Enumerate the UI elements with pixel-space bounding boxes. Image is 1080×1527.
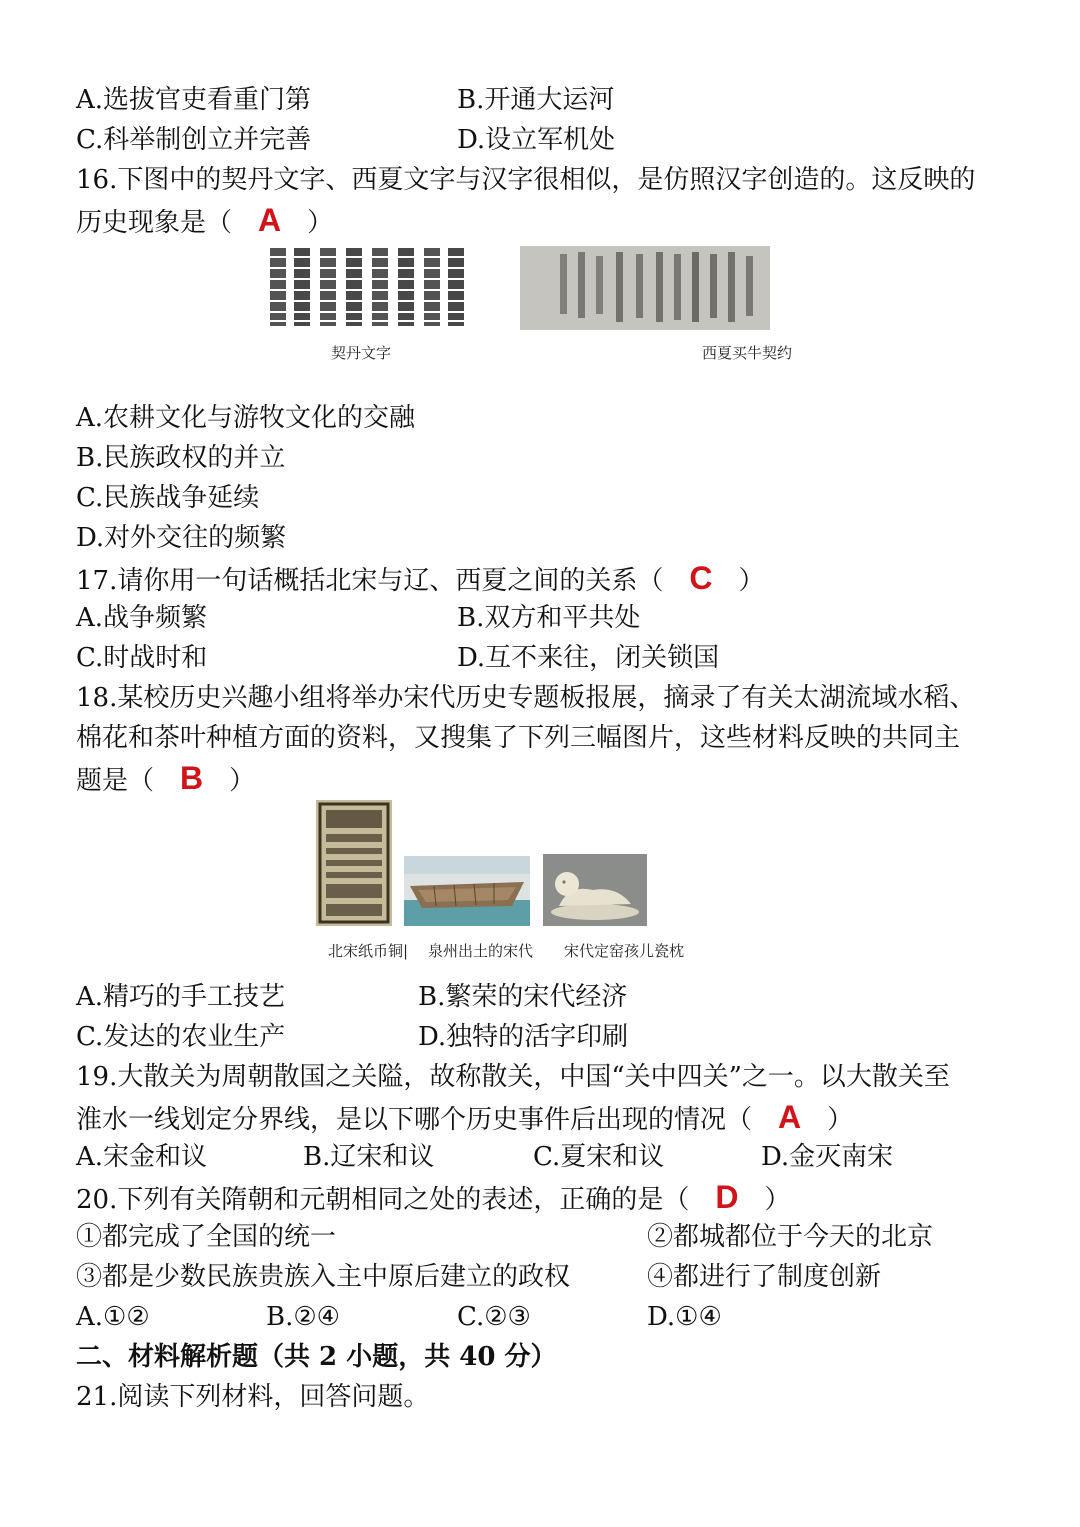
quanzhou-song-ship-image (404, 856, 530, 926)
q20-option-b: B.②④ (266, 1302, 340, 1332)
q18-option-d: D.独特的活字印刷 (418, 1022, 629, 1052)
q19-stem-line1: 19.大散关为周朝散国之关隘，故称散关，中国“关中四关”之一。以大散关至 (76, 1062, 950, 1092)
q20-statement-1: ①都完成了全国的统一 (76, 1222, 337, 1252)
q20-stem (76, 1177, 790, 1220)
q20-statement-4: ④都进行了制度创新 (647, 1262, 882, 1292)
q16-answer: A (258, 202, 282, 238)
q16-option-a: A.农耕文化与游牧文化的交融 (76, 403, 416, 433)
q16-stem-close: ） (307, 208, 334, 238)
q18-stem-text: 题是（ (76, 766, 155, 796)
q19-option-a: A.宋金和议 (76, 1142, 208, 1172)
q20-statement-2: ②都城都位于今天的北京 (647, 1222, 934, 1252)
q16-option-b: B.民族政权的并立 (76, 443, 286, 473)
song-paper-money-plate-image (316, 800, 392, 926)
q18-answer: B (180, 760, 204, 796)
q19-stem-close: ） (827, 1105, 854, 1135)
song-ship-caption: 泉州出土的宋代 (428, 942, 534, 960)
q18-option-a: A.精巧的手工技艺 (76, 982, 286, 1012)
q17-option-b: B.双方和平共处 (457, 603, 641, 633)
q17-option-c: C.时战时和 (76, 643, 208, 673)
xixia-contract-image (520, 246, 770, 330)
q20-option-c: C.②③ (457, 1302, 531, 1332)
q15-option-d: D.设立军机处 (457, 125, 616, 155)
q17-answer: C (689, 560, 713, 596)
khitan-script-caption: 契丹文字 (331, 344, 392, 362)
q17-option-a: A.战争频繁 (76, 603, 208, 633)
child-pillow-caption: 宋代定窑孩儿瓷枕 (564, 942, 685, 960)
q16-stem-text: 历史现象是（ (76, 208, 233, 238)
q15-option-c: C.科举制创立并完善 (76, 125, 312, 155)
q17-stem (76, 558, 764, 601)
q15-option-b: B.开通大运河 (457, 85, 615, 115)
q16-stem-line2 (76, 200, 333, 243)
q17-stem-text: 17.请你用一句话概括北宋与辽、西夏之间的关系（ (76, 566, 664, 596)
q15-option-a: A.选拔官吏看重门第 (76, 85, 312, 115)
q20-option-a: A.①② (76, 1302, 150, 1332)
q17-stem-close: ） (738, 566, 765, 596)
q17-option-d: D.互不来往，闭关锁国 (457, 643, 720, 673)
xixia-contract-caption: 西夏买牛契约 (702, 344, 793, 362)
ding-kiln-child-pillow-image (543, 854, 647, 926)
q18-stem-line3 (76, 758, 255, 801)
q19-stem-text: 淮水一线划定分界线，是以下哪个历史事件后出现的情况（ (76, 1105, 753, 1135)
q16-option-d: D.对外交往的频繁 (76, 523, 287, 553)
q20-answer: D (715, 1179, 739, 1215)
q20-stem-close: ） (764, 1185, 791, 1215)
khitan-script-image (266, 243, 470, 331)
q19-option-d: D.金灭南宋 (761, 1142, 894, 1172)
q16-option-c: C.民族战争延续 (76, 483, 260, 513)
q19-stem-line2 (76, 1097, 853, 1140)
q18-stem-close: ） (229, 766, 256, 796)
q19-option-c: C.夏宋和议 (533, 1142, 665, 1172)
q18-option-b: B.繁荣的宋代经济 (418, 982, 628, 1012)
q19-answer: A (778, 1099, 802, 1135)
q20-stem-text: 20.下列有关隋朝和元朝相同之处的表述，正确的是（ (76, 1185, 690, 1215)
q19-option-b: B.辽宋和议 (303, 1142, 435, 1172)
q18-option-c: C.发达的农业生产 (76, 1022, 286, 1052)
q20-statement-3: ③都是少数民族贵族入主中原后建立的政权 (76, 1262, 571, 1292)
paper-money-caption: 北宋纸币铜| (328, 942, 409, 960)
q21-stem: 21.阅读下列材料，回答问题。 (76, 1382, 430, 1412)
q16-stem-line1: 16.下图中的契丹文字、西夏文字与汉字很相似，是仿照汉字创造的。这反映的 (76, 165, 976, 195)
q18-stem-line1: 18.某校历史兴趣小组将举办宋代历史专题板报展，摘录了有关太湖流域水稻、 (76, 683, 976, 713)
q18-stem-line2: 棉花和茶叶种植方面的资料，又搜集了下列三幅图片，这些材料反映的共同主 (76, 723, 961, 753)
section2-heading: 二、材料解析题（共 2 小题，共 40 分） (76, 1342, 557, 1372)
q20-option-d: D.①④ (647, 1302, 722, 1332)
